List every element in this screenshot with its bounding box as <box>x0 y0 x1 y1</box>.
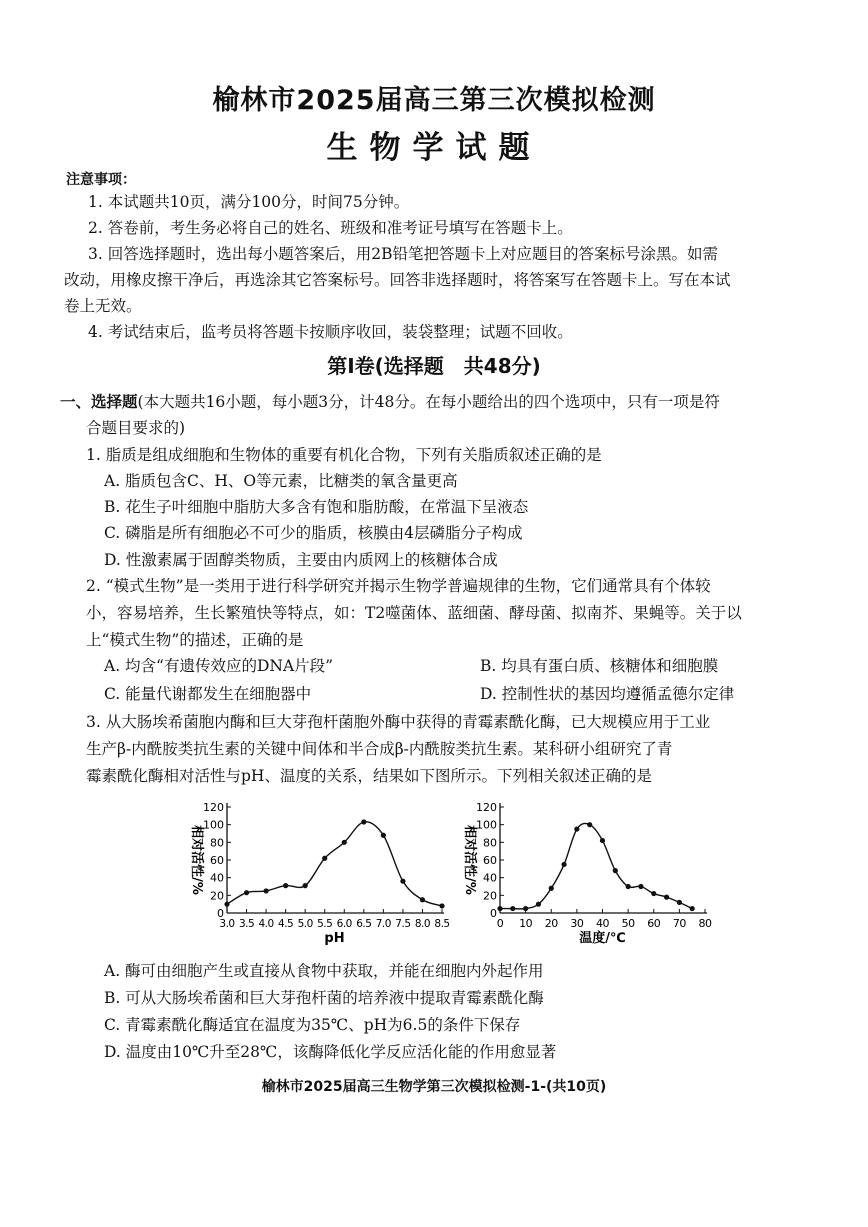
ph-chart-y-tick-label: 20 <box>210 889 224 903</box>
q1-stem: 1. 脂质是组成细胞和生物体的重要有机化合物，下列有关脂质叙述正确的是 <box>86 446 602 464</box>
page-footer: 榆林市2025届高三生物学第三次模拟检测-1-(共10页) <box>261 1079 607 1095</box>
q1-option-d: D. 性激素属于固醇类物质，主要由内质网上的核糖体合成 <box>104 551 498 569</box>
temperature-chart-x-tick-label: 60 <box>647 917 661 930</box>
temperature-chart-y-tick-label: 100 <box>476 818 497 832</box>
ph-chart-x-tick-label: 5.0 <box>297 918 313 930</box>
temperature-chart-svg <box>455 795 720 955</box>
ph-chart-y-tick-label: 120 <box>203 801 224 814</box>
notice-item: 改动，用橡皮擦干净后，再选涂其它答案标号。回答非选择题时，将答案写在答题卡上。写在本试 <box>64 271 731 289</box>
temperature-chart-x-tick-label: 50 <box>621 917 635 930</box>
temperature-chart-data-point <box>497 906 502 911</box>
ph-chart-y-tick-label: 80 <box>210 836 224 850</box>
q3-option-b: B. 可从大肠埃希菌和巨大芽孢杆菌的培养液中提取青霉素酰化酶 <box>104 989 544 1007</box>
temperature-chart-x-tick-label: 10 <box>519 917 533 930</box>
ph-chart-x-tick-label: 4.0 <box>258 918 274 930</box>
q2-option-a: A. 均含“有遗传效应的DNA片段” <box>104 657 334 675</box>
q3-option-d: D. 温度由10℃升至28℃，该酶降低化学反应活化能的作用愈显著 <box>104 1043 557 1061</box>
ph-chart-data-point <box>283 883 288 888</box>
ph-chart-data-point <box>361 819 366 824</box>
section-instruction-line2: 合题目要求的) <box>86 419 186 437</box>
q2-stem: 2. “模式生物”是一类用于进行科学研究并揭示生物学普遍规律的生物，它们通常具有个体较 <box>86 577 711 595</box>
q3-stem: 3. 从大肠埃希菌胞内酶和巨大芽孢杆菌胞外酶中获得的青霉素酰化酶，已大规模应用于工业 <box>86 713 711 731</box>
section-instruction <box>60 392 720 412</box>
ph-chart-data-point <box>439 903 444 908</box>
ph-chart-x-tick-label: 6.0 <box>336 918 352 930</box>
ph-chart <box>170 795 460 955</box>
ph-chart-data-point <box>381 833 386 838</box>
temperature-chart-y-tick-label: 60 <box>483 854 497 867</box>
q3-stem: 霉素酰化酶相对活性与pH、温度的关系，结果如下图所示。下列相关叙述正确的是 <box>86 767 652 785</box>
notice-item: 3. 回答选择题时，选出每小题答案后，用2B铅笔把答题卡上对应题目的答案标号涂黑。如需 <box>88 245 718 263</box>
ph-chart-data-point <box>322 856 327 861</box>
temperature-chart-data-point <box>664 895 669 900</box>
ph-chart-data-point <box>224 902 229 907</box>
q1-option-b: B. 花生子叶细胞中脂肪大多含有饱和脂肪酸，在常温下呈液态 <box>104 498 529 516</box>
notice-heading: 注意事项： <box>66 172 136 188</box>
q1-option-a: A. 脂质包含C、H、O等元素，比糖类的氧含量更高 <box>104 472 458 490</box>
ph-chart-x-axis-label: pH <box>324 931 345 946</box>
temperature-chart-data-point <box>626 884 631 889</box>
temperature-chart <box>455 795 720 955</box>
temperature-chart-data-point <box>549 886 554 891</box>
ph-chart-x-tick-label: 4.5 <box>278 918 294 930</box>
temperature-chart-y-tick-label: 0 <box>490 907 497 920</box>
temperature-chart-x-axis-label: 温度/℃ <box>579 931 626 946</box>
temperature-chart-x-tick-label: 70 <box>672 917 686 930</box>
q2-option-b: B. 均具有蛋白质、核糖体和细胞膜 <box>480 657 719 675</box>
temperature-chart-y-tick-label: 120 <box>476 801 497 814</box>
temperature-chart-x-tick-label: 80 <box>698 917 712 930</box>
temperature-chart-data-point <box>561 862 566 867</box>
temperature-chart-y-axis-label: 相对活性/% <box>462 825 477 895</box>
ph-chart-series-line <box>227 822 442 906</box>
q2-stem: 小，容易培养，生长繁殖快等特点，如：T2噬菌体、蓝细菌、酵母菌、拟南芥、果蝇等。关于以 <box>86 604 742 622</box>
q3-option-a: A. 酶可由细胞产生或直接从食物中获取，并能在细胞内外起作用 <box>104 962 544 980</box>
ph-chart-data-point <box>342 840 347 845</box>
temperature-chart-data-point <box>677 900 682 905</box>
temperature-chart-x-tick-label: 20 <box>544 917 558 930</box>
temperature-chart-y-tick-label: 40 <box>483 871 497 885</box>
section-title: 第Ⅰ卷(选择题 共48分) <box>327 354 541 378</box>
ph-chart-x-tick-label: 3.0 <box>219 918 235 930</box>
notice-item: 1. 本试题共10页，满分100分，时间75分钟。 <box>88 193 410 211</box>
ph-chart-data-point <box>263 888 268 893</box>
ph-chart-y-axis-label: 相对活性/% <box>189 825 204 895</box>
temperature-chart-data-point <box>651 891 656 896</box>
q3-stem: 生产β-内酰胺类抗生素的关键中间体和半合成β-内酰胺类抗生素。某科研小组研究了青 <box>86 740 673 758</box>
temperature-chart-data-point <box>523 906 528 911</box>
ph-chart-x-tick-label: 7.5 <box>395 918 411 930</box>
ph-chart-x-tick-label: 3.5 <box>238 918 255 930</box>
subject-title: 生物学试题 <box>326 130 542 166</box>
notice-item: 4. 考试结束后，监考员将答题卡按顺序收回，装袋整理；试题不回收。 <box>88 323 573 341</box>
ph-chart-data-point <box>303 883 308 888</box>
ph-chart-y-tick-label: 40 <box>210 871 224 885</box>
section-instruction-text: (本大题共16小题，每小题3分，计48分。在每小题给出的四个选项中，只有一项是符 <box>137 393 720 411</box>
ph-chart-svg <box>170 795 460 955</box>
temperature-chart-data-point <box>638 884 643 889</box>
ph-chart-y-tick-label: 60 <box>210 854 224 867</box>
q2-option-d: D. 控制性状的基因均遵循孟德尔定律 <box>480 685 735 703</box>
q1-option-c: C. 磷脂是所有细胞必不可少的脂质，核膜由4层磷脂分子构成 <box>104 524 523 542</box>
temperature-chart-x-tick-label: 0 <box>496 917 504 930</box>
ph-chart-y-tick-label: 100 <box>203 818 224 832</box>
q2-stem: 上“模式生物”的描述，正确的是 <box>86 631 304 649</box>
temperature-chart-series-line <box>500 823 692 908</box>
exam-title: 榆林市2025届高三第三次模拟检测 <box>212 85 656 116</box>
temperature-chart-x-tick-label: 30 <box>570 917 584 930</box>
temperature-chart-data-point <box>510 906 515 911</box>
temperature-chart-data-point <box>574 826 579 831</box>
ph-chart-x-tick-label: 7.0 <box>375 918 391 930</box>
notice-item: 卷上无效。 <box>64 297 142 315</box>
temperature-chart-x-tick-label: 40 <box>596 917 609 930</box>
ph-chart-x-tick-label: 8.5 <box>434 918 450 930</box>
q2-option-c: C. 能量代谢都发生在细胞器中 <box>104 685 312 703</box>
temperature-chart-y-tick-label: 80 <box>483 836 497 850</box>
notice-item: 2. 答卷前，考生务必将自己的姓名、班级和准考证号填写在答题卡上。 <box>88 219 573 237</box>
section-instruction-label: 一、选择题 <box>60 393 138 411</box>
temperature-chart-data-point <box>690 906 695 911</box>
ph-chart-x-tick-label: 5.5 <box>317 918 333 930</box>
temperature-chart-data-point <box>600 838 605 843</box>
temperature-chart-data-point <box>587 822 592 827</box>
ph-chart-x-tick-label: 6.5 <box>356 918 372 930</box>
temperature-chart-y-tick-label: 20 <box>483 889 497 903</box>
q3-option-c: C. 青霉素酰化酶适宜在温度为35℃、pH为6.5的条件下保存 <box>104 1016 521 1034</box>
ph-chart-data-point <box>420 897 425 902</box>
temperature-chart-data-point <box>536 902 541 907</box>
ph-chart-y-tick-label: 0 <box>217 907 224 920</box>
ph-chart-data-point <box>244 890 249 895</box>
temperature-chart-data-point <box>613 868 618 873</box>
ph-chart-data-point <box>400 879 405 884</box>
ph-chart-x-tick-label: 8.0 <box>414 918 431 930</box>
